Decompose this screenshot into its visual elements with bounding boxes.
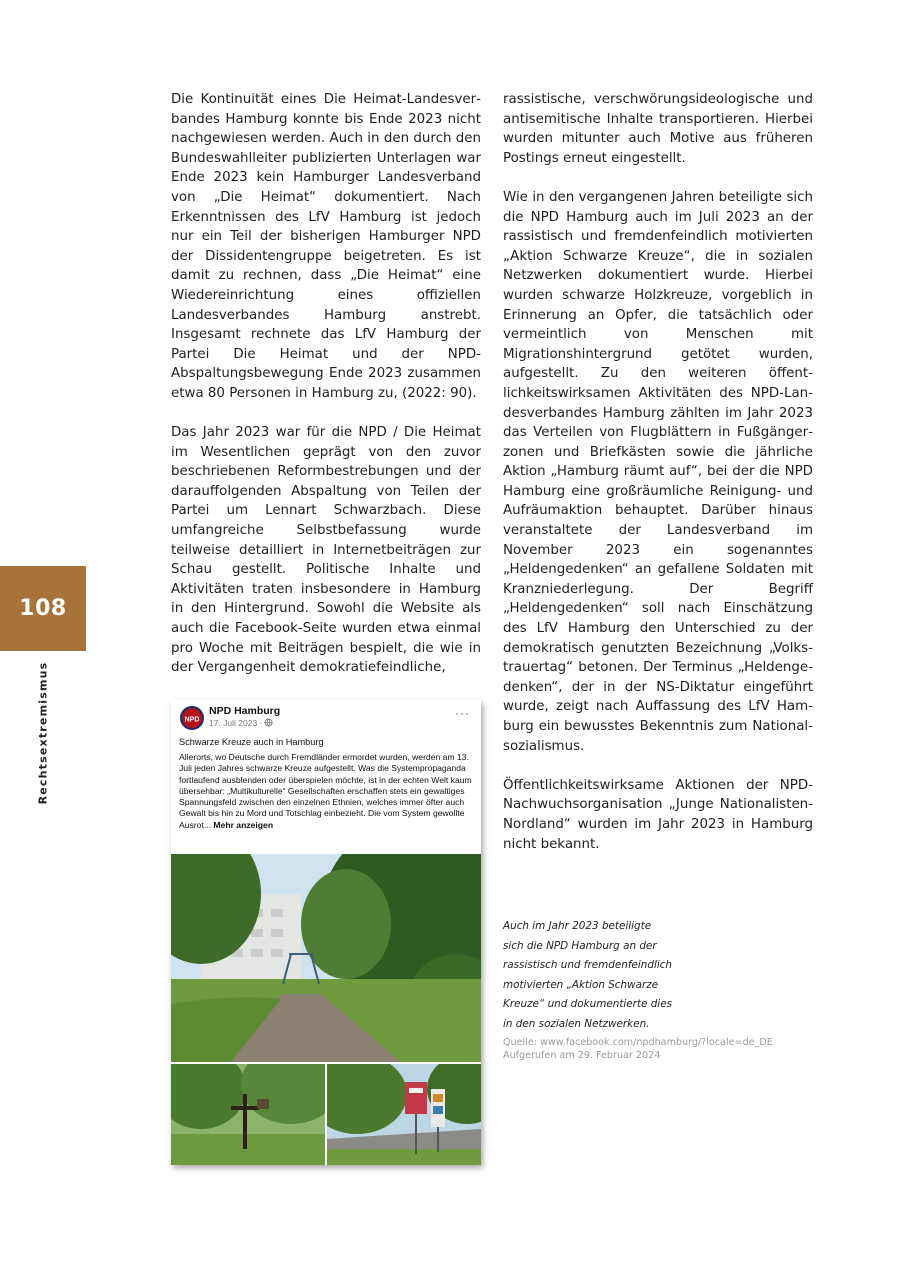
post-author: NPD Hamburg bbox=[209, 705, 281, 717]
post-date: 17. Juli 2023 · bbox=[209, 718, 263, 728]
paragraph: rassistische, verschwörungsideologische und antisemitische Inhalte transportieren. Hierbei wurden mitunter auch Motive aus früheren Postings erneut eingestellt. bbox=[503, 92, 813, 166]
caption-line: in den sozialen Netzwerken. bbox=[503, 1017, 650, 1030]
paragraph: Die Kontinuität eines Die Heimat-Landesverbandes Hamburg konnte bis Ende 2023 nicht nachgewiesen werden. Auch in den durch den Bundeswahlleiter publizierten Unterlagen war Ende 2023 kein Hamburger Landesverband von „Die Heimat“ dokumentiert. Nach Erkenntnissen des LfV Hamburg ist jedoch nur ein Teil der bisherigen Hamburger NPD der Dissidentengruppe beigetreten. Es ist damit zu rechnen, dass „Die Heimat“ eine Wiedereinrichtung eines offiziellen Landesverbandes Hamburg anstrebt. Insgesamt rechnete das LfV Hamburg der Partei Die Heimat und der NPD-Abspaltungsbewegung Ende 2023 zusammen etwa 80 Personen in Hamburg zu, (2022: 90). bbox=[171, 92, 481, 401]
paragraph: Öffentlichkeitswirksame Aktionen der NPD-Nachwuchsorganisation „Junge Nationalisten-Nordland“ wurden im Jahr 2023 in Hamburg nicht bekannt. bbox=[503, 777, 813, 852]
post-body bbox=[179, 752, 475, 831]
left-text-column bbox=[171, 90, 481, 697]
globe-icon bbox=[264, 718, 273, 729]
photo-road-signs bbox=[327, 1064, 481, 1165]
figure-caption bbox=[503, 917, 703, 1034]
paragraph: Das Jahr 2023 war für die NPD / Die Heimat im Wesentlichen geprägt von den zuvor beschriebenen Reformbestrebungen und der darauffolgenden Abspaltung von Teilen der Partei um Lennart Schwarzbach. Diese umfangreiche Selbstbefassung wurde teilweise detailliert in Internetbeiträgen zur Schau gestellt. Politische Inhalte und Aktivitäten traten insbesondere in Hamburg in den Hintergrund. Sowohl die Website als auch die Facebook-Seite wurden etwa einmal pro Woche mit Beiträgen bespielt, die wie in der Vergangenheit demokratiefeindliche, bbox=[171, 425, 481, 676]
more-options-icon: ··· bbox=[455, 706, 470, 720]
post-header bbox=[171, 700, 481, 736]
npd-logo-avatar bbox=[180, 706, 204, 730]
caption-line: sich die NPD Hamburg an der bbox=[503, 939, 657, 952]
paragraph: Wie in den vergangenen Jahren beteiligte sich die NPD Hamburg auch im Juli 2023 an der rassistisch und fremdenfeindlich motivierten „Aktion Schwarze Kreuze“, die in sozialen Netzwerken dokumentiert wurde. Hierbei wurden schwarze Holzkreuze, vorgeblich in Erinnerung an Opfer, die tatsächlich oder vermeintlich von Menschen mit Migrationshintergrund getötet wurden, aufgestellt. Zu den weiteren öffentlichkeitswirksamen Aktivitäten des NPD-Landesverbandes Hamburg zählten im Jahr 2023 das Verteilen von Flugblättern in Fußgängerzonen und Briefkästen sowie die jährliche Aktion „Hamburg räumt auf“, bei der die NPD Hamburg eine großräumliche Reinigung- und Aufräumaktion behauptet. Darüber hinaus veranstaltete der Landesverband im November 2023 ein sogenanntes „Heldengedenken“ an gefallene Soldaten mit Kranzniederlegung. Der Begriff „Heldengedenken“ soll nach Einschätzung des LfV Hamburg den Unterschied zu der demokratisch genutzten Bezeichnung „Volkstrauertag“ betonen. Der Terminus „Heldengedenken“, der in der NS-Diktatur eingeführt wurde, zeigt nach Auffassung des LfV Hamburg ein bewusstes Bekenntnis zum Nationalsozialismus. bbox=[503, 189, 813, 754]
caption-line: Kreuze“ und dokumentierte dies bbox=[503, 998, 673, 1010]
figure-source bbox=[503, 1036, 803, 1062]
post-headline: Schwarze Kreuze auch in Hamburg bbox=[179, 737, 324, 747]
photo-main-park bbox=[171, 854, 481, 1062]
source-date: Aufgerufen am 29. Februar 2024 bbox=[503, 1050, 661, 1061]
section-label: Rechtsextremismus bbox=[36, 661, 50, 805]
photo-black-cross bbox=[171, 1064, 325, 1165]
logo-icon bbox=[182, 708, 202, 728]
caption-line: rassistisch und fremdenfeindlich bbox=[503, 959, 673, 971]
avatar-text: NPD bbox=[184, 716, 200, 724]
source-url: Quelle: www.facebook.com/npdhamburg/?locale=de_DE bbox=[503, 1037, 773, 1048]
page-number-tab bbox=[0, 566, 86, 651]
caption-line: Auch im Jahr 2023 beteiligte bbox=[503, 920, 652, 932]
facebook-post-screenshot bbox=[171, 700, 481, 1165]
show-more-link: Mehr anzeigen bbox=[213, 819, 274, 830]
post-body-text: Allerorts, wo Deutsche durch Fremdländer ermordet wurden, werden am 13. Juli jeden Jahres schwarze Kreuze aufgestellt. Was die Systempropaganda fortlaufend ausblenden oder überspielen möchte, ist in der echten Welt kaum übersehbar: „Multikulturelle“ Gesellschaften erschaffen stets ein gewaltiges Spannungsfeld zwischen den einzelnen Ethnien, welches immer öfter auch Gewalt bis hin zu Mord und Totschlag einbezieht. Die vom System gewollte Ausrot... bbox=[179, 752, 472, 830]
caption-line: motivierten „Aktion Schwarze bbox=[503, 978, 659, 991]
page-number: 108 bbox=[19, 596, 67, 621]
right-text-column bbox=[503, 90, 813, 874]
